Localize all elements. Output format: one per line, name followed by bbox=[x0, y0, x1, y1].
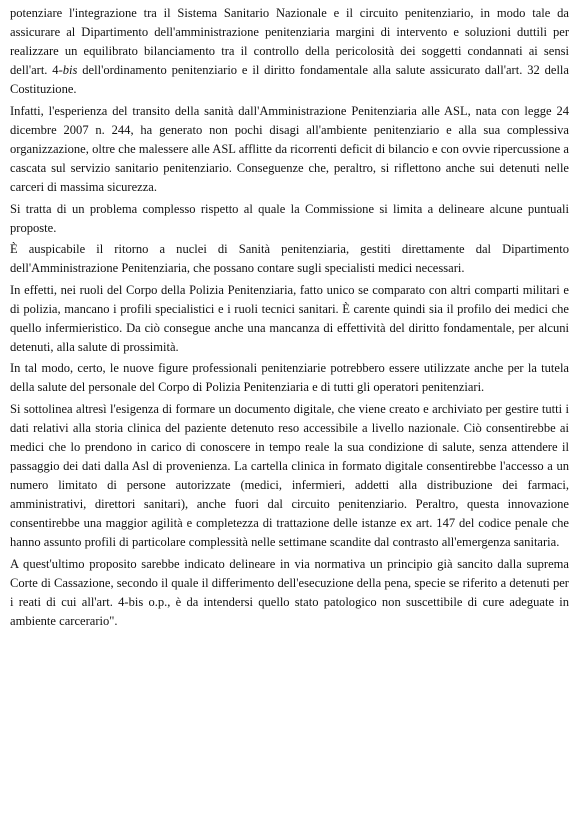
paragraph-5-text: In effetti, nei ruoli del Corpo della Polizia Penitenziaria, fatto unico se comparato con altri comparti militari e di polizia, mancano i profili specialistici e i ruoli tecnici sanitari. È carente quindi sia il profilo dei medici che quello infermieristico. Da ciò consegue anche una mancanza di effettività del diritto fondamentale, per alcuni detenuti, alla salute di prossimità. bbox=[10, 282, 569, 354]
paragraph-7 bbox=[10, 400, 569, 553]
paragraph-3-text: Si tratta di un problema complesso rispetto al quale la Commissione si limita a delineare alcune puntuali proposte. bbox=[10, 201, 569, 235]
paragraph-4-text: È auspicabile il ritorno a nuclei di Sanità penitenziaria, gestiti direttamente dal Dipartimento dell'Amministrazione Penitenziaria, che possano contare sugli specialisti medici necessari. bbox=[10, 242, 569, 276]
paragraph-4 bbox=[10, 240, 569, 278]
paragraph-1-text: potenziare l'integrazione tra il Sistema Sanitario Nazionale e il circuito penitenziario, in modo tale da assicurare al Dipartimento dell'amministrazione penitenziaria margini di intervento e soluzioni duttili per realizzare un equilibrato bilanciamento tra il controllo della pericolosità dei soggetti condannati ai sensi dell'art. 4- bbox=[10, 6, 569, 78]
paragraph-1 bbox=[10, 4, 569, 99]
paragraph-6 bbox=[10, 359, 569, 397]
paragraph-6-text: In tal modo, certo, le nuove figure professionali penitenziarie potrebbero essere utilizzate anche per la tutela della salute del personale del Corpo di Polizia Penitenziaria e di tutti gli operatori penitenziari. bbox=[10, 361, 569, 395]
paragraph-2 bbox=[10, 102, 569, 197]
paragraph-1-text-end: dell'ordinamento penitenziario e il diritto fondamentale alla salute assicurato dall'art. 32 della Costituzione. bbox=[10, 63, 569, 97]
paragraph-2-text: Infatti, l'esperienza del transito della sanità dall'Amministrazione Penitenziaria alle ASL, nata con legge 24 dicembre 2007 n. 244, ha generato non pochi disagi all'ambiente penitenziario e alla sua complessiva organizzazione, oltre che malessere alle ASL afflitte da ricorrenti deficit di bilancio e con ovvie ripercussione a cascata sul servizio sanitario penitenziario. Conseguenze che, peraltro, si riflettono anche sui detenuti nelle carceri di massima sicurezza. bbox=[10, 103, 569, 195]
paragraph-5 bbox=[10, 281, 569, 357]
paragraph-8-text: A quest'ultimo proposito sarebbe indicato delineare in via normativa un principio già sancito dalla suprema Corte di Cassazione, secondo il quale il differimento dell'esecuzione della pena, specie se riferito a detenuti per i reati di cui all'art. 4-bis o.p., è da intendersi quello stato patologico non suscettibile di cure adeguate in ambiente carcerario". bbox=[10, 556, 569, 628]
paragraph-8 bbox=[10, 555, 569, 631]
paragraph-7-text: Si sottolinea altresì l'esigenza di formare un documento digitale, che viene creato e archiviato per gestire tutti i dati relativi alla storia clinica del paziente detenuto reso accessibile a livello nazionale. Ciò consentirebbe ai medici che lo prendono in carico di conoscere in tempo reale la sua condizione di salute, senza attendere il passaggio dei dati dalla Asl di provenienza. La cartella clinica in formato digitale consentirebbe l'accesso a un numero limitato di persone autorizzate (medici, infermieri, addetti alla distribuzione dei farmaci, amministrativi, direttori sanitari), anche fuori dal circuito penitenziario. Peraltro, questa innovazione consentirebbe una maggior agilità e completezza di trattazione delle istanze ex art. 147 del codice penale che hanno assunto profili di particolare complessità nelle settimane scandite dal contrasto all'emergenza sanitaria. bbox=[10, 401, 569, 550]
paragraph-1-italic: bis bbox=[62, 63, 78, 78]
paragraph-3 bbox=[10, 200, 569, 238]
